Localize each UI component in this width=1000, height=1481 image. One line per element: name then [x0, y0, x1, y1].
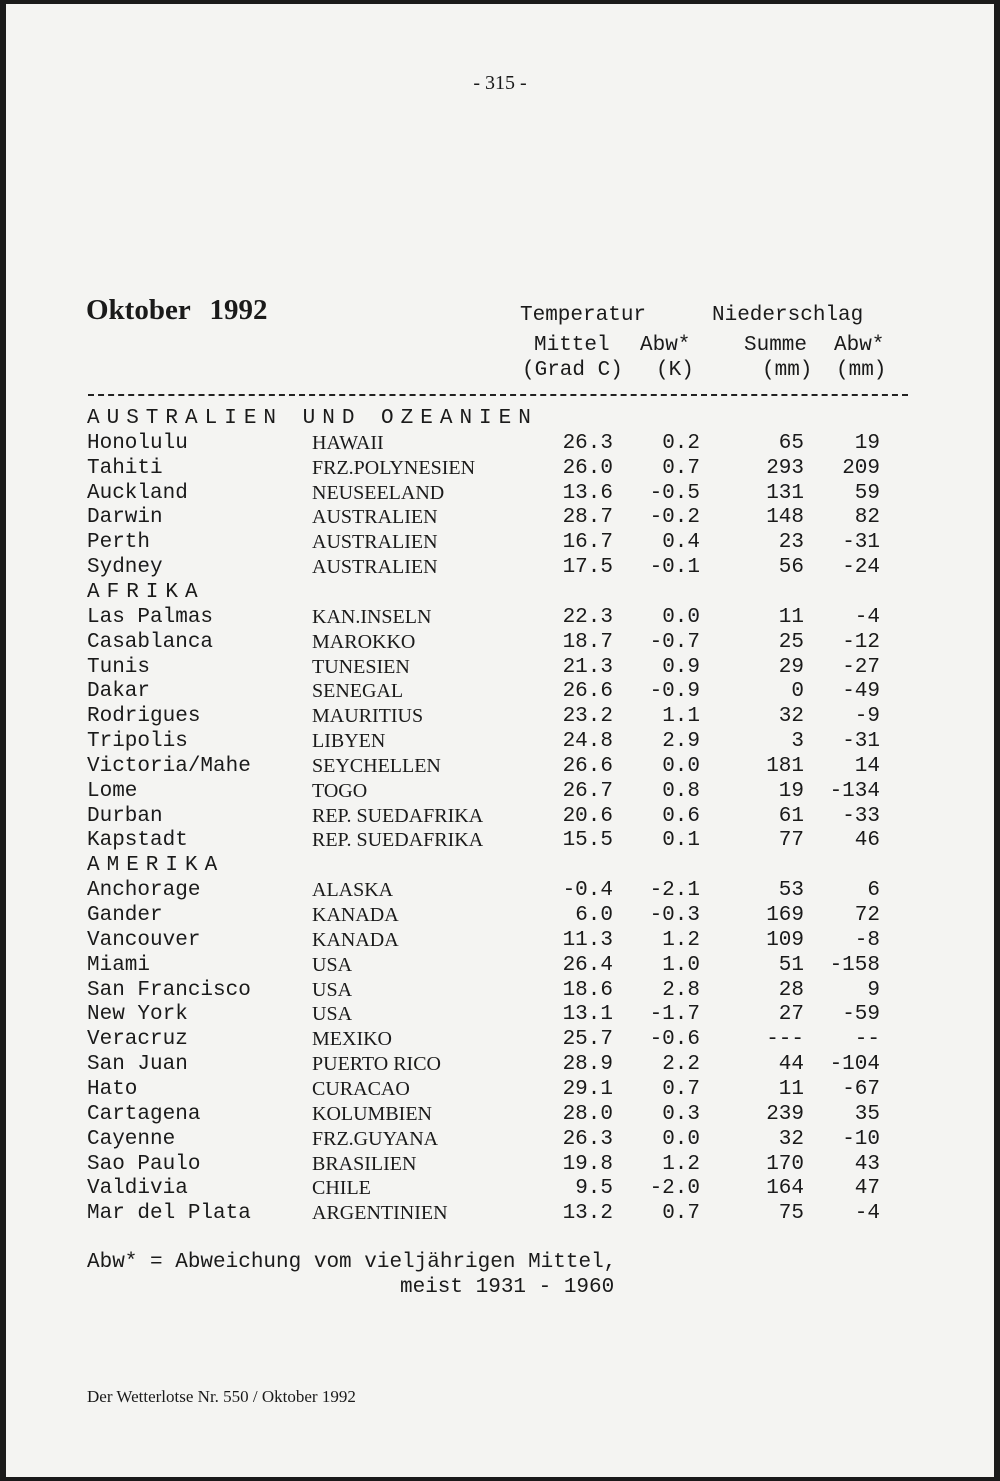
precip-deviation-cell: -8 [854, 928, 880, 952]
country-cell: TUNESIEN [312, 655, 410, 678]
precip-sum-cell: 0 [791, 680, 804, 704]
precip-deviation-cell: -24 [842, 556, 880, 580]
table-row [0, 1128, 1000, 1153]
precip-deviation-cell: -27 [842, 655, 880, 679]
city-cell: Honolulu [87, 431, 188, 455]
country-cell: SENEGAL [312, 680, 404, 703]
country-cell: LIBYEN [312, 730, 386, 753]
temp-mean-cell: 18.6 [562, 978, 613, 1002]
precip-deviation-cell: 35 [854, 1102, 880, 1126]
table-row [0, 482, 1000, 507]
temp-mean-cell: 19.8 [562, 1152, 613, 1176]
precip-sum-cell: 53 [778, 879, 804, 903]
city-cell: San Juan [87, 1053, 188, 1077]
section-heading: AUSTRALIEN UND OZEANIEN [87, 407, 538, 430]
header-abw-precip: Abw* [834, 334, 885, 357]
precip-sum-cell: 56 [778, 556, 804, 580]
country-cell: CHILE [312, 1177, 371, 1200]
temp-mean-cell: 26.6 [562, 754, 613, 778]
city-cell: Perth [87, 531, 151, 555]
country-cell: USA [312, 978, 353, 1001]
country-cell: ALASKA [312, 879, 394, 902]
header-grad-c: (Grad C) [522, 359, 623, 382]
country-cell: FRZ.POLYNESIEN [312, 456, 476, 479]
country-cell: CURACAO [312, 1077, 410, 1100]
temp-mean-cell: 26.3 [562, 431, 613, 455]
city-cell: Cayenne [87, 1127, 176, 1151]
precip-deviation-cell: -33 [842, 804, 880, 828]
precip-deviation-cell: -67 [842, 1077, 880, 1101]
precip-deviation-cell: 209 [842, 456, 880, 480]
page-title: Oktober 1992 [86, 294, 268, 326]
temp-deviation-cell: 2.8 [662, 978, 700, 1002]
temp-mean-cell: 26.0 [562, 456, 613, 480]
city-cell: Sao Paulo [87, 1152, 201, 1176]
temp-deviation-cell: -2.0 [649, 1177, 700, 1201]
precip-sum-cell: 32 [778, 705, 804, 729]
city-cell: Durban [87, 804, 163, 828]
temp-deviation-cell: 0.8 [662, 779, 700, 803]
city-cell: Casablanca [87, 630, 214, 654]
table-row [0, 531, 1000, 556]
temp-deviation-cell: 0.0 [662, 605, 700, 629]
city-cell: Tunis [87, 655, 151, 679]
table-row [0, 680, 1000, 705]
city-cell: Sydney [87, 556, 163, 580]
city-cell: Lome [87, 779, 138, 803]
temp-mean-cell: 28.0 [562, 1102, 613, 1126]
precip-deviation-cell: 43 [854, 1152, 880, 1176]
page-number: - 315 - [473, 72, 527, 94]
header-abw-temp: Abw* [640, 334, 691, 357]
precip-sum-cell: 293 [766, 456, 804, 480]
table-row [0, 432, 1000, 457]
temp-deviation-cell: -0.2 [649, 506, 700, 530]
precip-deviation-cell: 72 [854, 904, 880, 927]
precip-sum-cell: 239 [766, 1102, 804, 1126]
table-row [0, 730, 1000, 755]
precip-sum-cell: 3 [791, 730, 804, 754]
precip-deviation-cell: -49 [842, 680, 880, 704]
precip-sum-cell: 181 [766, 754, 804, 778]
precip-deviation-cell: 19 [854, 431, 880, 455]
city-cell: Vancouver [87, 928, 201, 952]
precip-deviation-cell: -59 [842, 1003, 880, 1027]
city-cell: Cartagena [87, 1102, 201, 1126]
temp-mean-cell: 6.0 [575, 904, 613, 927]
table-row [0, 979, 1000, 1004]
precip-sum-cell: --- [766, 1028, 804, 1052]
precip-deviation-cell: -31 [842, 730, 880, 754]
table-row [0, 457, 1000, 482]
temp-mean-cell: 15.5 [562, 829, 613, 853]
temp-mean-cell: 13.2 [562, 1202, 613, 1226]
temp-deviation-cell: 0.0 [662, 1127, 700, 1151]
temp-mean-cell: 22.3 [562, 605, 613, 629]
temp-deviation-cell: -0.7 [649, 630, 700, 654]
precip-deviation-cell: 46 [854, 829, 880, 853]
country-cell: KAN.INSELN [312, 605, 432, 628]
city-cell: Gander [87, 904, 163, 927]
table-row [0, 606, 1000, 631]
precip-sum-cell: 65 [778, 431, 804, 455]
precip-deviation-cell: -31 [842, 531, 880, 555]
country-cell: BRASILIEN [312, 1152, 417, 1175]
table-row [0, 1028, 1000, 1053]
precip-sum-cell: 28 [778, 978, 804, 1002]
table-row [0, 1202, 1000, 1227]
precip-sum-cell: 61 [778, 804, 804, 828]
table-row [0, 829, 1000, 854]
city-cell: Dakar [87, 680, 151, 704]
header-divider [88, 394, 908, 396]
city-cell: Tahiti [87, 456, 163, 480]
country-cell: SEYCHELLEN [312, 754, 441, 777]
table-row [0, 929, 1000, 954]
country-cell: KANADA [312, 904, 399, 926]
header-temperatur: Temperatur [520, 304, 647, 327]
country-cell: FRZ.GUYANA [312, 1127, 439, 1150]
table-row [0, 954, 1000, 979]
precip-sum-cell: 19 [778, 779, 804, 803]
temp-deviation-cell: -0.6 [649, 1028, 700, 1052]
temp-mean-cell: 20.6 [562, 804, 613, 828]
precip-sum-cell: 164 [766, 1177, 804, 1201]
country-cell: AUSTRALIEN [312, 556, 438, 579]
section-heading: AFRIKA [87, 580, 205, 604]
temp-mean-cell: 28.9 [562, 1053, 613, 1077]
temp-mean-cell: 11.3 [562, 928, 613, 952]
temp-mean-cell: 13.1 [562, 1003, 613, 1027]
publication-footer: Der Wetterlotse Nr. 550 / Oktober 1992 [87, 1387, 356, 1406]
precip-sum-cell: 77 [778, 829, 804, 853]
temp-mean-cell: 13.6 [562, 481, 613, 505]
temp-deviation-cell: -0.3 [649, 904, 700, 927]
temp-deviation-cell: 0.7 [662, 1077, 700, 1101]
table-row [0, 1053, 1000, 1078]
precip-deviation-cell: -9 [854, 705, 880, 729]
temp-deviation-cell: 1.1 [662, 705, 700, 729]
table-row [0, 780, 1000, 805]
precip-deviation-cell: -158 [829, 953, 880, 977]
precip-deviation-cell: -12 [842, 630, 880, 654]
city-cell: Anchorage [87, 879, 201, 903]
precip-deviation-cell: 59 [854, 481, 880, 505]
table-row [0, 879, 1000, 904]
temp-deviation-cell: 0.4 [662, 531, 700, 555]
temp-deviation-cell: 0.7 [662, 456, 700, 480]
temp-mean-cell: 26.6 [562, 680, 613, 704]
temp-deviation-cell: 0.3 [662, 1102, 700, 1126]
country-cell: USA [312, 1003, 353, 1026]
city-cell: Veracruz [87, 1028, 188, 1052]
header-mittel: Mittel [534, 334, 610, 357]
precip-sum-cell: 11 [778, 605, 804, 629]
country-cell: MAURITIUS [312, 705, 424, 728]
temp-deviation-cell: 2.2 [662, 1053, 700, 1077]
temp-deviation-cell: 0.7 [662, 1202, 700, 1226]
table-row [0, 705, 1000, 730]
temp-mean-cell: 16.7 [562, 531, 613, 555]
country-cell: MEXIKO [312, 1028, 392, 1051]
temp-deviation-cell: -0.5 [649, 481, 700, 505]
country-cell: MAROKKO [312, 630, 416, 653]
section-heading: AMERIKA [87, 854, 225, 878]
table-row [0, 631, 1000, 656]
precip-deviation-cell: -134 [829, 779, 880, 803]
temp-mean-cell: 26.7 [562, 779, 613, 803]
city-cell: San Francisco [87, 978, 251, 1002]
country-cell: HAWAII [312, 431, 384, 454]
header-niederschlag: Niederschlag [712, 304, 864, 327]
precip-deviation-cell: 14 [854, 754, 880, 778]
temp-deviation-cell: -1.7 [649, 1003, 700, 1027]
precip-deviation-cell: 9 [867, 978, 880, 1002]
city-cell: Hato [87, 1077, 138, 1101]
precip-sum-cell: 23 [778, 531, 804, 555]
precip-sum-cell: 27 [778, 1003, 804, 1027]
temp-deviation-cell: 1.2 [662, 928, 700, 952]
temp-mean-cell: 29.1 [562, 1077, 613, 1101]
temp-deviation-cell: 0.1 [662, 829, 700, 853]
temp-deviation-cell: 0.2 [662, 431, 700, 455]
temp-mean-cell: 18.7 [562, 630, 613, 654]
table-row [0, 656, 1000, 681]
temp-deviation-cell: 1.2 [662, 1152, 700, 1176]
precip-sum-cell: 51 [778, 953, 804, 977]
temp-deviation-cell: -2.1 [649, 879, 700, 903]
table-row [0, 1177, 1000, 1202]
table-row [0, 904, 1000, 929]
precip-sum-cell: 169 [766, 904, 804, 927]
country-cell: USA [312, 953, 353, 976]
precip-deviation-cell: 82 [854, 506, 880, 530]
precip-sum-cell: 29 [778, 655, 804, 679]
precip-sum-cell: 148 [766, 506, 804, 530]
temp-mean-cell: 24.8 [562, 730, 613, 754]
temp-mean-cell: 21.3 [562, 655, 613, 679]
table-row [0, 1103, 1000, 1128]
precip-deviation-cell: 47 [854, 1177, 880, 1201]
precip-sum-cell: 75 [778, 1202, 804, 1226]
precip-deviation-cell: -4 [854, 605, 880, 629]
precip-sum-cell: 25 [778, 630, 804, 654]
temp-mean-cell: -0.4 [562, 879, 613, 903]
city-cell: Auckland [87, 481, 188, 505]
city-cell: Las Palmas [87, 605, 214, 629]
header-summe: Summe [744, 334, 808, 357]
precip-deviation-cell: -- [854, 1028, 880, 1052]
city-cell: Miami [87, 953, 151, 977]
country-cell: ARGENTINIEN [312, 1202, 448, 1225]
precip-sum-cell: 131 [766, 481, 804, 505]
country-cell: KOLUMBIEN [312, 1102, 432, 1125]
city-cell: Victoria/Mahe [87, 754, 251, 778]
temp-mean-cell: 28.7 [562, 506, 613, 530]
city-cell: New York [87, 1003, 188, 1027]
temp-deviation-cell: -0.1 [649, 556, 700, 580]
temp-deviation-cell: 2.9 [662, 730, 700, 754]
precip-deviation-cell: -4 [854, 1202, 880, 1226]
precip-deviation-cell: 6 [867, 879, 880, 903]
city-cell: Rodrigues [87, 705, 201, 729]
country-cell: KANADA [312, 928, 399, 951]
temp-mean-cell: 25.7 [562, 1028, 613, 1052]
header-mm-summe: (mm) [762, 359, 813, 382]
city-cell: Darwin [87, 506, 163, 530]
precip-deviation-cell: -10 [842, 1127, 880, 1151]
temp-deviation-cell: 0.0 [662, 754, 700, 778]
header-kelvin: (K) [656, 359, 694, 382]
temp-mean-cell: 9.5 [575, 1177, 613, 1201]
table-row [0, 805, 1000, 830]
country-cell: NEUSEELAND [312, 481, 445, 504]
table-row [0, 1078, 1000, 1103]
temp-deviation-cell: 1.0 [662, 953, 700, 977]
temp-mean-cell: 26.3 [562, 1127, 613, 1151]
table-row [0, 1003, 1000, 1028]
temp-mean-cell: 23.2 [562, 705, 613, 729]
temp-deviation-cell: 0.6 [662, 804, 700, 828]
header-mm-abw: (mm) [836, 359, 887, 382]
temp-deviation-cell: -0.9 [649, 680, 700, 704]
country-cell: AUSTRALIEN [312, 506, 438, 529]
country-cell: REP. SUEDAFRIKA [312, 829, 484, 852]
city-cell: Valdivia [87, 1177, 188, 1201]
footnote-line-2: meist 1931 - 1960 [400, 1276, 615, 1299]
precip-sum-cell: 170 [766, 1152, 804, 1176]
precip-deviation-cell: -104 [829, 1053, 880, 1077]
country-cell: TOGO [312, 779, 368, 802]
city-cell: Mar del Plata [87, 1202, 251, 1226]
precip-sum-cell: 109 [766, 928, 804, 952]
precip-sum-cell: 44 [778, 1053, 804, 1077]
country-cell: PUERTO RICO [312, 1053, 442, 1076]
table-row [0, 1153, 1000, 1178]
city-cell: Tripolis [87, 730, 188, 754]
country-cell: AUSTRALIEN [312, 531, 438, 554]
city-cell: Kapstadt [87, 829, 188, 853]
temp-mean-cell: 26.4 [562, 953, 613, 977]
temp-mean-cell: 17.5 [562, 556, 613, 580]
footnote-line-1: Abw* = Abweichung vom vieljährigen Mittel, [87, 1251, 617, 1274]
table-row [0, 506, 1000, 531]
precip-sum-cell: 11 [778, 1077, 804, 1101]
precip-sum-cell: 32 [778, 1127, 804, 1151]
temp-deviation-cell: 0.9 [662, 655, 700, 679]
table-row [0, 755, 1000, 780]
country-cell: REP. SUEDAFRIKA [312, 804, 484, 827]
table-row [0, 556, 1000, 581]
